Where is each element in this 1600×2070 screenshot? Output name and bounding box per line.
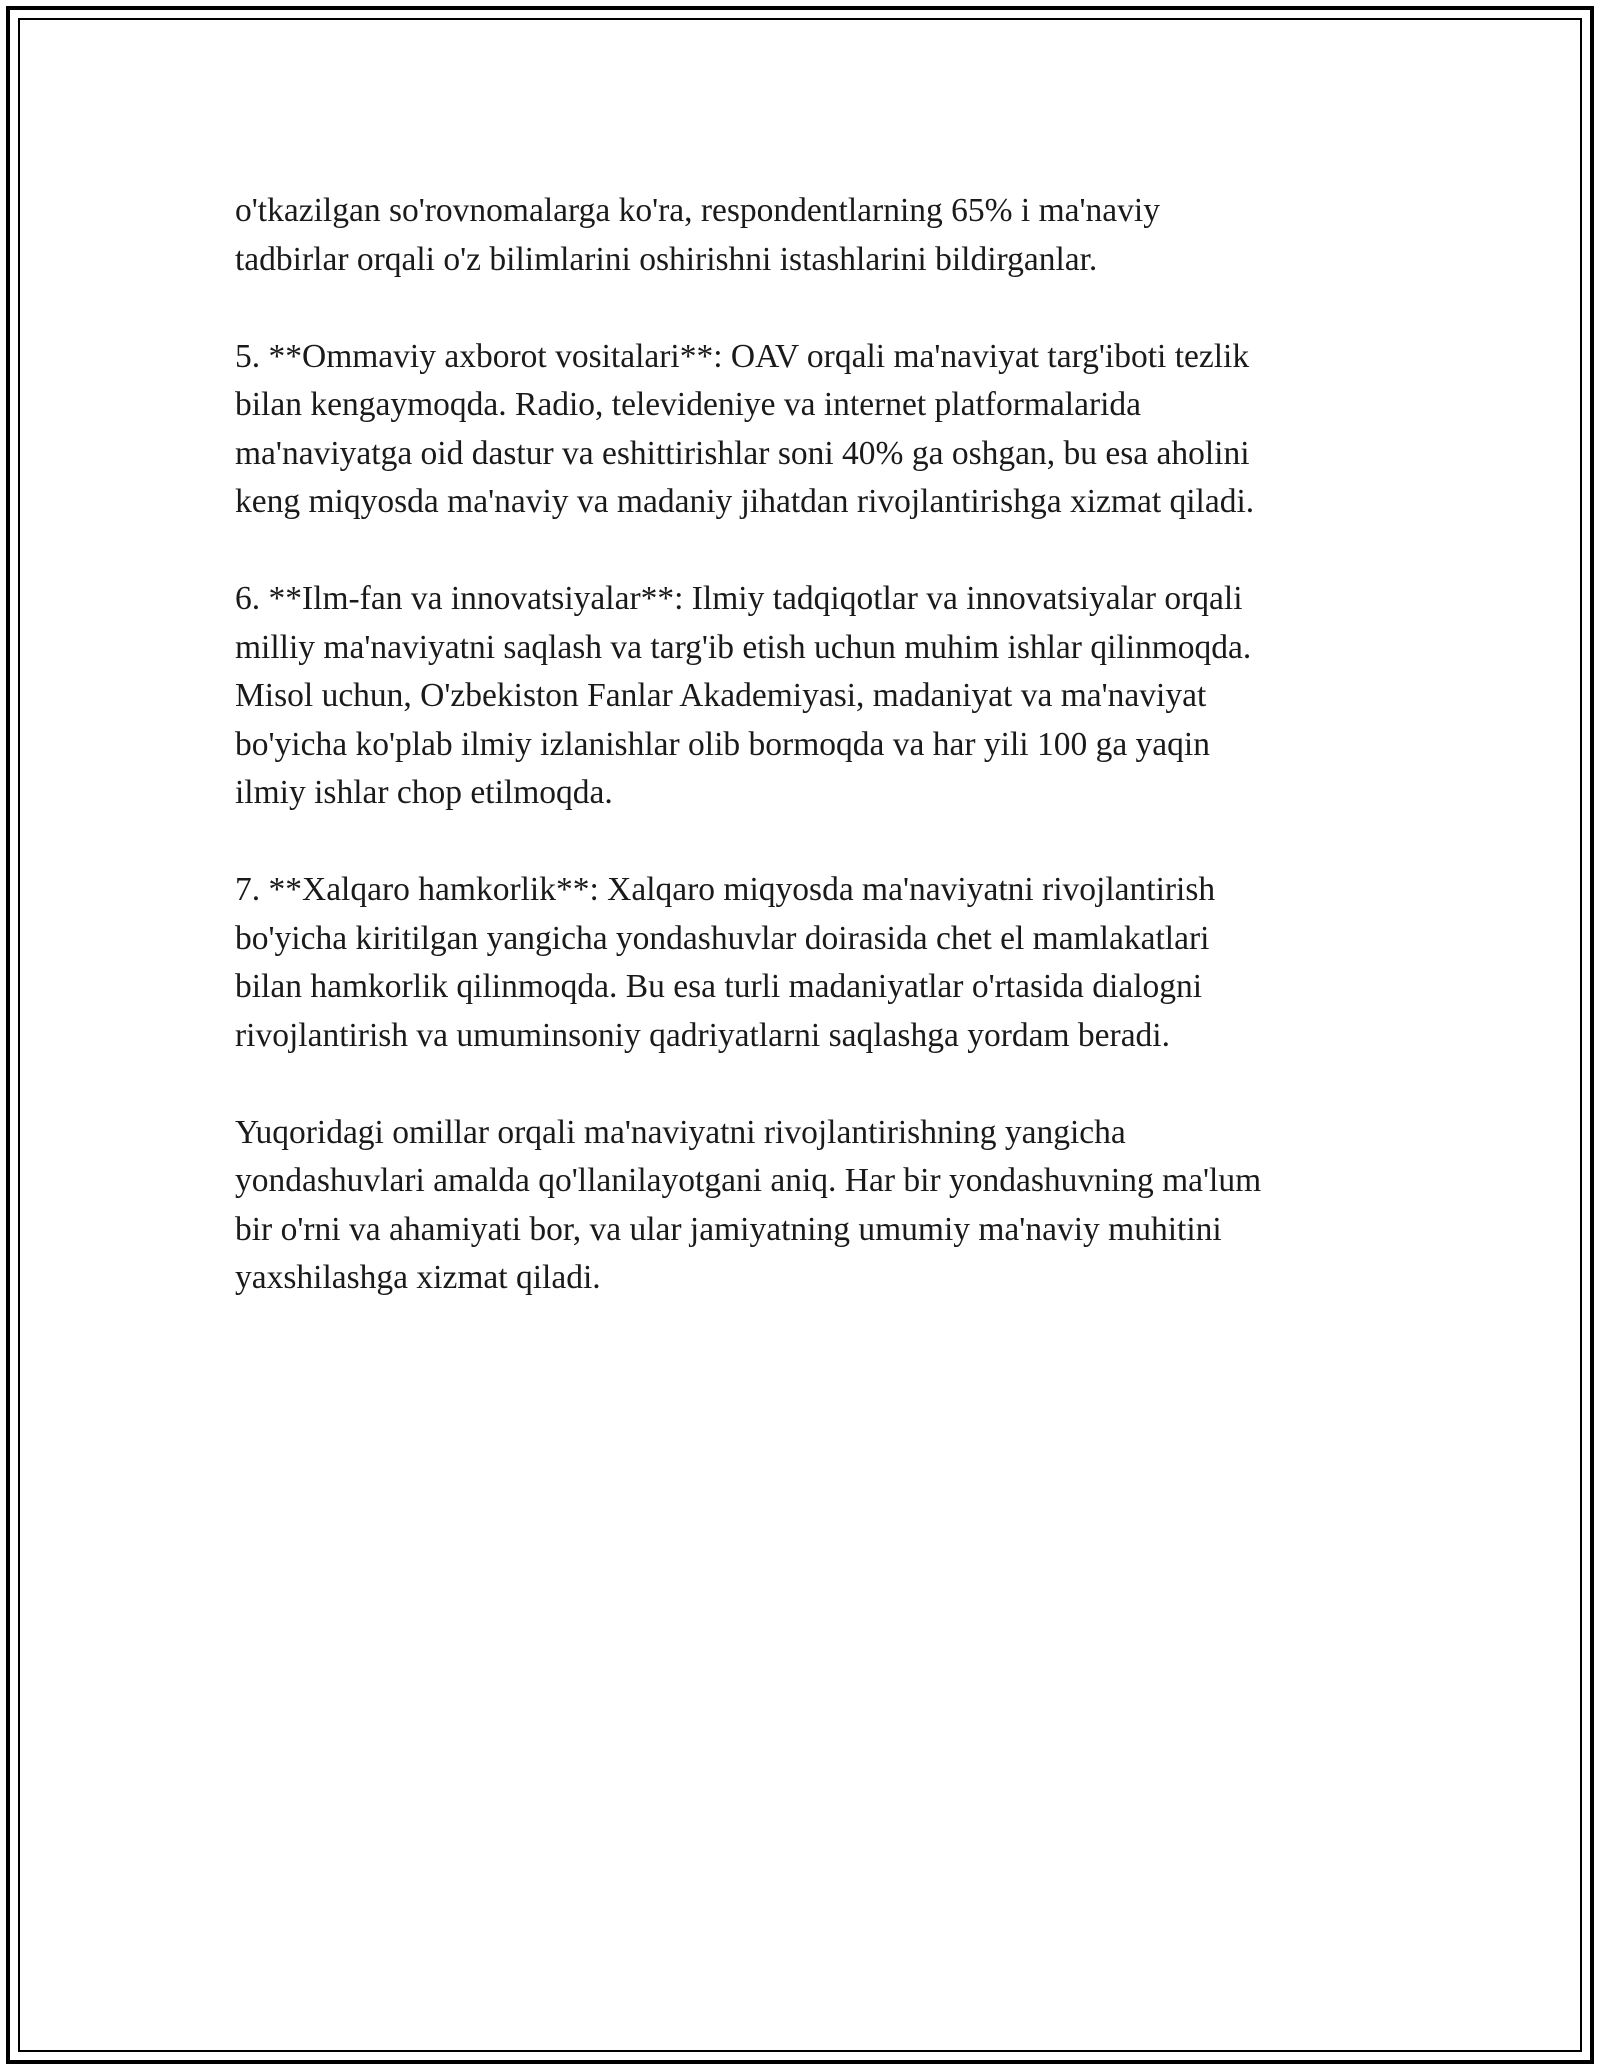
paragraph-international-cooperation: 7. **Xalqaro hamkorlik**: Xalqaro miqyosda ma'naviyatni rivojlantirish bo'yicha kiritilgan yangicha yondashuvlar doirasida chet el mamlakatlari bilan hamkorlik qilinmoqda. Bu esa turli madaniyatlar o'rtasida dialogni rivojlantirish va umuminsoniy qadriyatlarni saqlashga yordam beradi. xyxy=(235,871,1216,1054)
document-body xyxy=(235,187,1395,1303)
paragraph-mass-media: 5. **Ommaviy axborot vositalari**: OAV orqali ma'naviyat targ'iboti tezlik bilan kengaymoqda. Radio, televideniye va internet platformalarida ma'naviyatga oid dastur va eshittirishlar soni 40% ga oshgan, bu esa aholini keng miqyosda ma'naviy va madaniy jihatdan rivojlantirishga xizmat qiladi. xyxy=(235,337,1255,520)
paragraph-science-innovation: 6. **Ilm-fan va innovatsiyalar**: Ilmiy tadqiqotlar va innovatsiyalar orqali milliy ma'naviyatni saqlash va targ'ib etish uchun muhim ishlar qilinmoqda. Misol uchun, O'zbekiston Fanlar Akademiyasi, madaniyat va ma'naviyat bo'yicha ko'plab ilmiy izlanishlar olib bormoqda va har yili 100 ga yaqin ilmiy ishlar chop etilmoqda. xyxy=(235,580,1252,811)
paragraph-survey-continuation: o'tkazilgan so'rovnomalarga ko'ra, respondentlarning 65% i ma'naviy tadbirlar orqali o'z bilimlarini oshirishni istashlarini bildirganlar. xyxy=(235,192,1160,278)
paragraph-conclusion: Yuqoridagi omillar orqali ma'naviyatni rivojlantirishning yangicha yondashuvlari amalda qo'llanilayotgani aniq. Har bir yondashuvning ma'lum bir o'rni va ahamiyati bor, va ular jamiyatning umumiy ma'naviy muhitini yaxshilashga xizmat qiladi. xyxy=(235,1113,1262,1296)
